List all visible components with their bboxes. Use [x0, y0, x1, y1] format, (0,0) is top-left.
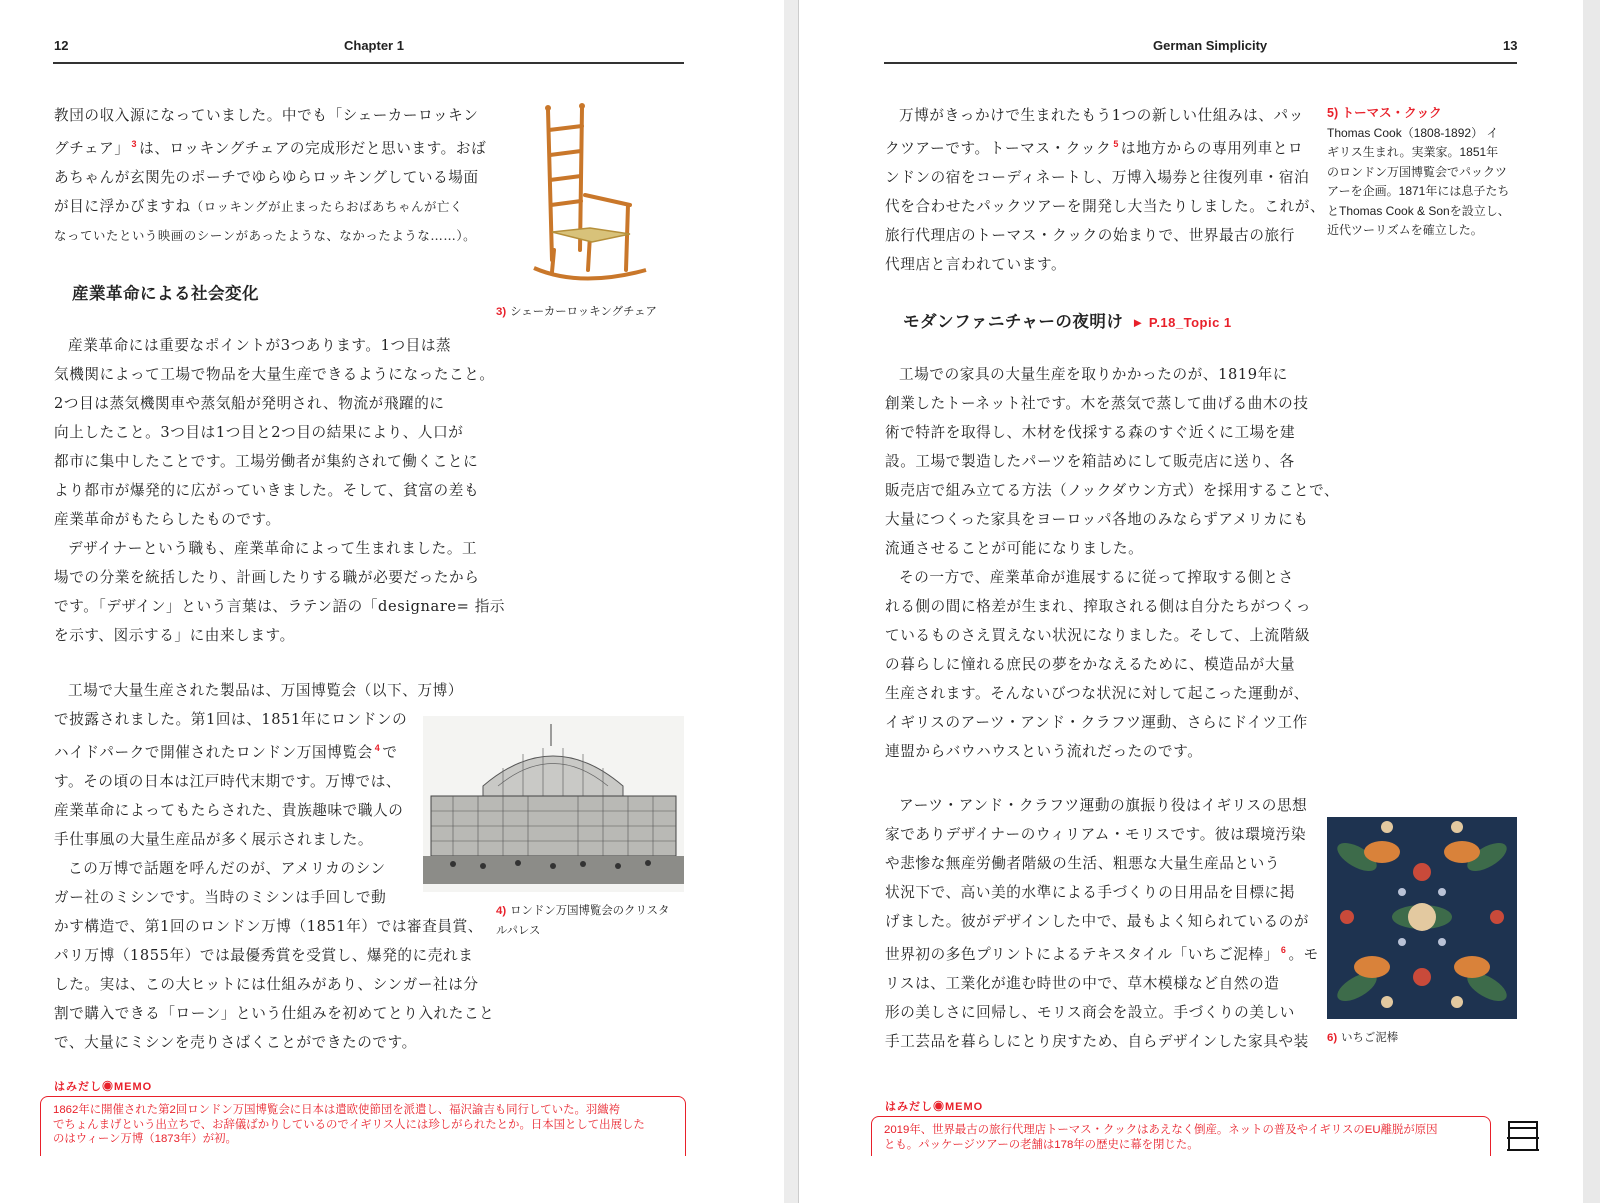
intro-paragraph: [54, 101, 486, 250]
text-line: グチェア」: [54, 140, 130, 157]
strawberry-thief-image: [1327, 817, 1517, 1019]
text-line: 世界初の多色プリントによるテキスタイル「いちご泥棒」: [885, 946, 1279, 963]
text-line: 流通させることが可能になりました。: [885, 540, 1144, 557]
text-line: げました。彼がデザインした中で、最もよく知られているのが: [885, 913, 1310, 930]
text-line: 割で購入できる「ローン」という仕組みを初めてとり入れたこと: [54, 1005, 495, 1022]
paragraph-industrial-revolution: [54, 331, 505, 650]
text-line: で、大量にミシンを売りさばくことができたのです。: [54, 1034, 417, 1051]
header-rule: [884, 62, 1517, 64]
heading-text: モダンファニチャーの夜明け: [903, 313, 1124, 331]
text-line: や悲惨な無産労働者階級の生活、粗悪な大量生産品という: [885, 855, 1281, 872]
text-line: 。モ: [1288, 946, 1319, 963]
text-line: した。実は、この大ヒットには仕組みがあり、シンガー社は分: [54, 976, 479, 993]
memo-box: [871, 1116, 1491, 1156]
page-number: 12: [54, 38, 69, 53]
text-line: （ロッキングが止まったらおばあちゃんが亡く: [190, 199, 463, 214]
section-heading: [903, 308, 1232, 332]
text-line: 工場で大量生産された製品は、万国博覧会（以下、万博）: [68, 682, 464, 699]
running-head: Chapter 1: [344, 38, 404, 53]
text-line: リスは、工業化が進む時世の中で、草木模様など自然の造: [885, 975, 1280, 992]
text-line: 場での分業を統括したり、計画したりする職が必要だったから: [54, 569, 480, 586]
chair-icon: [1503, 1118, 1543, 1154]
footnote-ref-3[interactable]: 3: [131, 139, 138, 149]
text-line: 気機関によって工場で物品を大量生産できるようになったこと。: [54, 366, 495, 383]
text-line: は、ロッキングチェアの完成形だと思います。おば: [139, 140, 487, 157]
sidenote-line: ギリス生まれ。実業家。1851年: [1327, 145, 1499, 159]
section-heading: 産業革命による社会変化: [72, 285, 259, 303]
footnote-ref-4[interactable]: 4: [374, 743, 381, 753]
text-line: れる側の間に格差が生まれ、搾取される側は自分たちがつくっ: [885, 598, 1312, 615]
text-line: ハイドパークで開催されたロンドン万国博覧会: [54, 744, 373, 761]
text-line: 手工芸品を暮らしにとり戻すため、自らデザインした家具や装: [885, 1033, 1309, 1050]
sidenote-thomas-cook: [1327, 104, 1510, 241]
caption-number: 3): [496, 306, 507, 318]
caption-text: シェーカーロッキングチェア: [510, 306, 657, 318]
text-line: が目に浮かびますね: [54, 198, 191, 215]
text-line: で披露されました。第1回は、1851年にロンドンの: [54, 711, 408, 728]
sidenote-line: とThomas Cook & Sonを設立し、: [1327, 203, 1510, 218]
text-line: この万博で話題を呼んだのが、アメリカのシン: [68, 860, 386, 877]
sidenote-line: アーを企画。1871年には息子たち: [1327, 184, 1510, 198]
sidenote-line: 近代ツーリズムを確立した。: [1327, 223, 1483, 237]
text-line: ンドンの宿をコーディネートし、万博入場券と往復列車・宿泊: [885, 169, 1310, 186]
footnote-ref-5[interactable]: 5: [1113, 139, 1119, 149]
text-line: 代を合わせたパックツアーを開発し大当たりしました。これが、: [885, 198, 1326, 215]
sidenote-line: のロンドン万国博覧会でパックツ: [1327, 164, 1508, 179]
text-line: その一方で、産業革命が進展するに従って搾取する側とさ: [899, 569, 1294, 586]
memo-label: はみだし◉MEMO: [885, 1101, 984, 1113]
text-line: 形の美しさに回帰し、モリス商会を設立。手づくりの美しい: [885, 1004, 1295, 1021]
paragraph-arts-and-crafts: [885, 791, 1319, 1056]
text-line: です。「デザイン」という言葉は、ラテン語の「designare= 指示: [54, 598, 506, 615]
rocking-chair-image: [530, 100, 650, 290]
text-line: 万博がきっかけで生まれたもう1つの新しい仕組みは、パッ: [899, 107, 1304, 124]
text-line: 都市に集中したことです。工場労働者が集約されて働くことに: [54, 453, 479, 470]
left-page: [0, 0, 784, 1203]
text-line: は地方からの専用列車とロ: [1120, 140, 1304, 157]
text-line: 大量につくった家具をヨーロッパ各地のみならずアメリカにも: [885, 511, 1309, 528]
caption-6: [1327, 1028, 1398, 1048]
caption-4: [496, 901, 669, 941]
text-line: 向上したこと。3つ目は1つ目と2つ目の結果により、人口が: [54, 424, 464, 441]
text-line: 状況下で、高い美的水準による手づくりの日用品を目標に掲: [885, 884, 1295, 901]
page-number: 13: [1503, 38, 1518, 53]
memo-line: でちょんまげという出立ちで、お辞儀ばかりしているのでイギリス人には珍しがられたとか。日本国として出展した: [53, 1118, 645, 1131]
text-line: 連盟からバウハウスという流れだったのです。: [885, 743, 1203, 760]
caption-text: いちご泥棒: [1341, 1032, 1399, 1044]
memo-box: [40, 1096, 686, 1156]
sidenote-line: Thomas Cook（1808-1892） イ: [1327, 125, 1499, 140]
text-line: の暮らしに憧れる庶民の夢をかなえるために、模造品が大量: [885, 656, 1296, 673]
memo-line: とも。パッケージツアーの老舗は178年の歴史に幕を閉じた。: [884, 1138, 1199, 1151]
memo-line: 1862年に開催された第2回ロンドン万国博覧会に日本は遣欧使節団を派遣し、福沢諭吉も同行していた。羽織袴: [53, 1104, 621, 1116]
caption-3: [496, 302, 657, 322]
text-line: 手仕事風の大量生産品が多く展示されました。: [54, 831, 374, 848]
text-line: 旅行代理店のトーマス・クックの始まりで、世界最古の旅行: [885, 227, 1295, 244]
caption-number: 6): [1327, 1032, 1338, 1044]
text-line: ガー社のミシンです。当時のミシンは手回しで動: [54, 889, 387, 906]
text-line: クツアーです。トーマス・クック: [885, 140, 1112, 157]
text-line: 販売店で組み立てる方法（ノックダウン方式）を採用することで、: [885, 482, 1340, 499]
caption-text: ルパレス: [496, 925, 541, 937]
memo-label: はみだし◉MEMO: [54, 1081, 153, 1093]
text-line: で: [382, 744, 398, 761]
page-gutter: [784, 0, 798, 1203]
paragraph-thomas-cook: [885, 101, 1325, 279]
text-line: かす構造で、第1回のロンドン万博（1851年）では審査員賞、: [54, 918, 483, 935]
text-line: あちゃんが玄関先のポーチでゆらゆらロッキングしている場面: [54, 169, 479, 186]
caption-text: ロンドン万国博覧会のクリスタ: [510, 905, 670, 917]
memo-line: 2019年、世界最古の旅行代理店トーマス・クックはあえなく倒産。ネットの普及やイギリスのEU離脱が原因: [884, 1124, 1438, 1136]
text-line: 術で特許を取得し、木材を伐採する森のすぐ近くに工場を建: [885, 424, 1296, 441]
text-line: 創業したトーネット社です。木を蒸気で蒸して曲げる曲木の技: [885, 395, 1309, 412]
header-rule: [53, 62, 684, 64]
memo-line: のはウィーン万博（1873年）が初。: [53, 1133, 237, 1145]
text-line: ているものさえ買えない状況になりました。そして、上流階級: [885, 627, 1311, 644]
text-line: を示す、図示する」に由来します。: [54, 627, 295, 644]
sidenote-title: 5) トーマス・クック: [1327, 106, 1442, 120]
text-line: す。その頃の日本は江戸時代末期です。万博では、: [54, 773, 402, 790]
caption-number: 4): [496, 905, 507, 917]
text-line: 生産されます。そんないびつな状況に対して起こった運動が、: [885, 685, 1309, 702]
text-line: 設。工場で製造したパーツを箱詰めにして販売店に送り、各: [885, 453, 1295, 470]
text-line: 工場での家具の大量生産を取りかかったのが、1819年に: [899, 366, 1288, 383]
text-line: アーツ・アンド・クラフツ運動の旗振り役はイギリスの思想: [899, 797, 1308, 814]
text-line: より都市が爆発的に広がっていきました。そして、貧富の差も: [54, 482, 480, 499]
text-line: 代理店と言われています。: [885, 256, 1067, 273]
text-line: 家でありデザイナーのウィリアム・モリスです。彼は環境汚染: [885, 826, 1307, 843]
text-line: 教団の収入源になっていました。中でも「シェーカーロッキン: [54, 107, 479, 124]
text-line: デザイナーという職も、産業革命によって生まれました。工: [68, 540, 478, 557]
text-line: 産業革命がもたらしたものです。: [54, 511, 281, 528]
text-line: パリ万博（1855年）では最優秀賞を受賞し、爆発的に売れま: [54, 947, 474, 964]
right-page: [798, 0, 1583, 1203]
cross-reference-link[interactable]: ► P.18_Topic 1: [1131, 315, 1232, 330]
footnote-ref-6[interactable]: 6: [1280, 945, 1287, 955]
text-line: 産業革命には重要なポイントが3つあります。1つ目は蒸: [68, 337, 452, 354]
text-line: 産業革命によってもたらされた、貴族趣味で職人の: [54, 802, 404, 819]
running-head: German Simplicity: [1153, 38, 1268, 53]
paragraph-thonet: [885, 360, 1339, 766]
crystal-palace-image: [423, 716, 684, 892]
text-line: 2つ目は蒸気機関車や蒸気船が発明され、物流が飛躍的に: [54, 395, 445, 412]
text-line: なっていたという映画のシーンがあったような、なかったような……）。: [54, 228, 477, 243]
text-line: イギリスのアーツ・アンド・クラフツ運動、さらにドイツ工作: [885, 714, 1308, 731]
